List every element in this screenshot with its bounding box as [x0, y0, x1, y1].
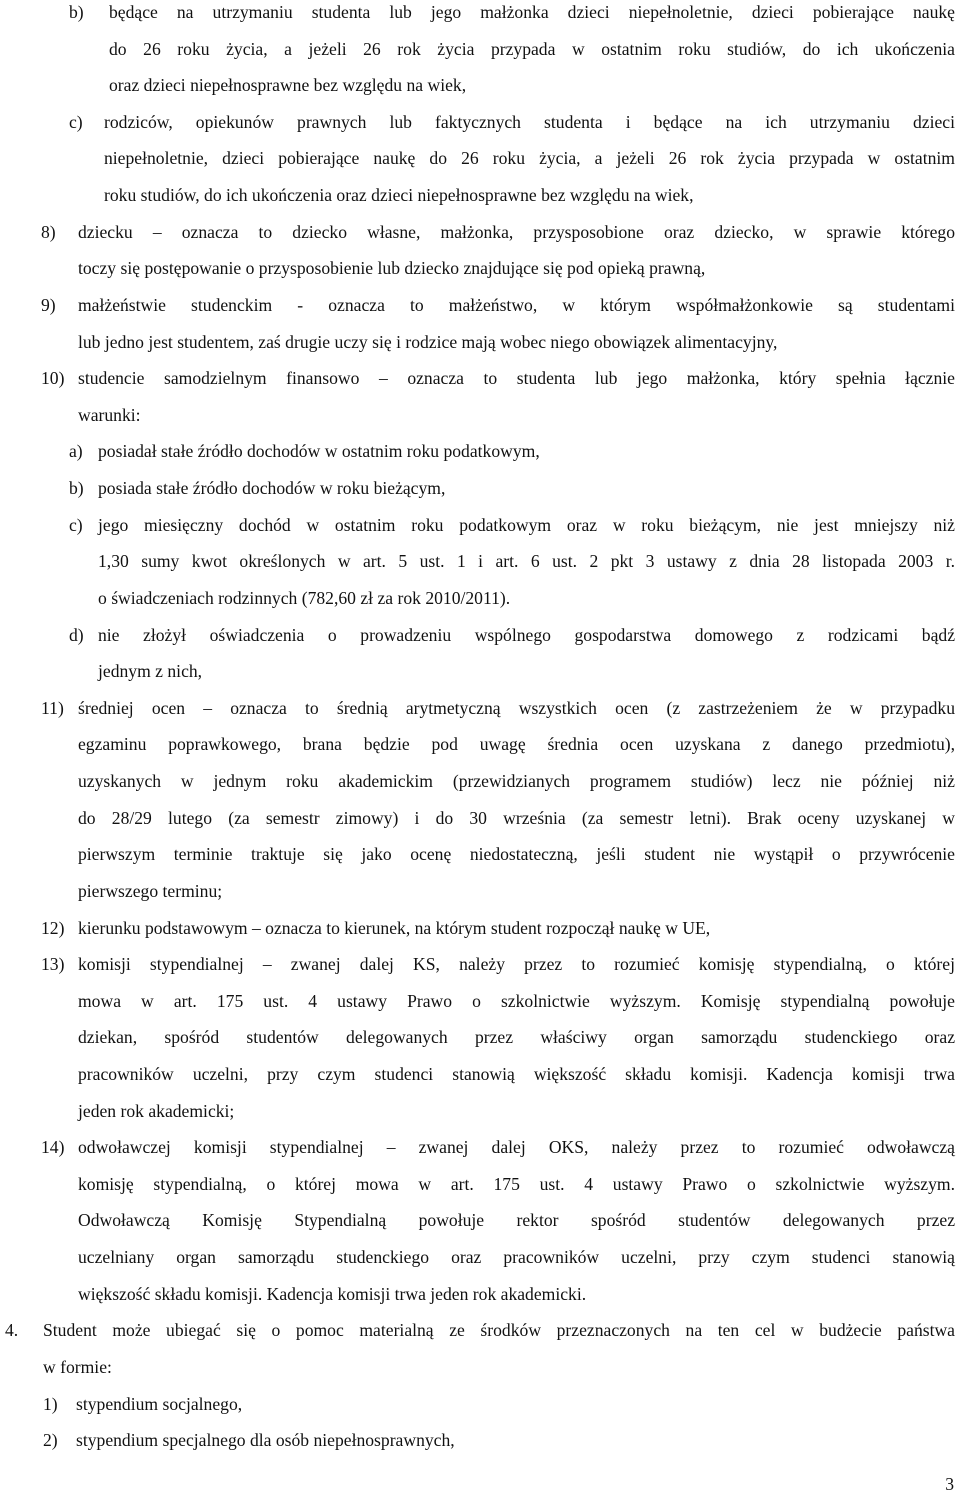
text-line: w formie:: [43, 1356, 112, 1377]
list-marker: a): [69, 441, 83, 462]
text-line: posiada stałe źródło dochodów w roku bieżącym,: [98, 478, 446, 499]
text-line: do 26 roku życia, a jeżeli 26 rok życia przypada w ostatnim roku studiów, do ich ukończenia: [109, 38, 955, 59]
list-marker: b): [69, 478, 84, 499]
list-marker: 9): [41, 294, 56, 315]
text-line: średniej ocen – oznacza to średnią arytmetyczną wszystkich ocen (z zastrzeżeniem że w przypadku: [78, 697, 955, 718]
text-line: toczy się postępowanie o przysposobienie lub dziecko znajdujące się pod opieką prawną,: [78, 258, 706, 279]
text-line: stypendium socjalnego,: [76, 1393, 243, 1414]
text-line: roku studiów, do ich ukończenia oraz dzieci niepełnosprawne bez względu na wiek,: [104, 185, 694, 206]
text-line: nie złożył oświadczenia o prowadzeniu wspólnego gospodarstwa domowego z rodzicami bądź: [98, 624, 955, 645]
text-line: dziecku – oznacza to dziecko własne, małżonka, przysposobione oraz dziecko, w sprawie którego: [78, 221, 955, 242]
text-line: jednym z nich,: [98, 661, 203, 682]
text-line: komisji stypendialnej – zwanej dalej KS, należy przez to rozumieć komisję stypendialną, o której: [78, 954, 955, 975]
text-line: oraz dzieci niepełnosprawne bez względu na wiek,: [109, 75, 467, 96]
text-line: warunki:: [78, 404, 141, 425]
list-marker: d): [69, 624, 84, 645]
text-line: pierwszym terminie traktuje się jako ocenę niedostateczną, jeśli student nie wystąpił o przywrócenie: [78, 844, 955, 865]
list-marker: 13): [41, 954, 65, 975]
list-marker: 11): [41, 697, 64, 718]
list-marker: 8): [41, 221, 56, 242]
text-line: lub jedno jest studentem, zaś drugie uczy się i rodzice mają wobec niego obowiązek alimentacyjny,: [78, 331, 778, 352]
text-line: komisję stypendialną, o której mowa w art. 175 ust. 4 ustawy Prawo o szkolnictwie wyższym.: [78, 1173, 955, 1194]
list-marker: c): [69, 111, 83, 132]
text-line: większość składu komisji. Kadencja komisji trwa jeden rok akademicki.: [78, 1283, 587, 1304]
text-line: kierunku podstawowym – oznacza to kierunek, na którym student rozpoczął naukę w UE,: [78, 917, 711, 938]
text-line: posiadał stałe źródło dochodów w ostatnim roku podatkowym,: [98, 441, 540, 462]
text-line: jeden rok akademicki;: [78, 1100, 235, 1121]
text-line: do 28/29 lutego (za semestr zimowy) i do 30 września (za semestr letni). Brak oceny uzyskanej w: [78, 807, 955, 828]
text-line: jego miesięczny dochód w ostatnim roku podatkowym oraz w roku bieżącym, nie jest mniejszy niż: [98, 514, 955, 535]
list-marker: 2): [43, 1430, 58, 1451]
text-line: odwoławczej komisji stypendialnej – zwanej dalej OKS, należy przez to rozumieć odwoławczą: [78, 1137, 955, 1158]
text-line: będące na utrzymaniu studenta lub jego małżonka dzieci niepełnoletnie, dzieci pobierające naukę: [109, 2, 955, 22]
text-line: o świadczeniach rodzinnych (782,60 zł za rok 2010/2011).: [98, 587, 511, 608]
text-line: uzyskanych w jednym roku akademickim (przewidzianych programem studiów) lecz nie później niż: [78, 771, 955, 792]
page-number: 3: [945, 1474, 954, 1494]
text-line: studencie samodzielnym finansowo – oznacza to studenta lub jego małżonka, który spełnia łącznie: [78, 368, 955, 389]
text-line: pracowników uczelni, przy czym studenci stanowią większość składu komisji. Kadencja komisji trwa: [78, 1063, 955, 1084]
text-line: mowa w art. 175 ust. 4 ustawy Prawo o szkolnictwie wyższym. Komisję stypendialną powołuje: [78, 990, 955, 1011]
text-line: rodziców, opiekunów prawnych lub faktycznych studenta i będące na ich utrzymaniu dzieci: [104, 111, 955, 132]
list-marker: 10): [41, 368, 65, 389]
text-line: egzaminu poprawkowego, brana będzie pod uwagę średnia ocen uzyskana z danego przedmiotu),: [78, 734, 955, 755]
text-line: małżeństwie studenckim - oznacza to małżeństwo, w którym współmałżonkowie są studentami: [78, 294, 955, 315]
text-line: pierwszego terminu;: [78, 880, 223, 901]
list-marker: 4.: [5, 1320, 19, 1341]
text-line: niepełnoletnie, dzieci pobierające naukę do 26 roku życia, a jeżeli 26 rok życia przypada w ostatnim: [104, 148, 955, 169]
text-line: Odwoławczą Komisję Stypendialną powołuje rektor spośród studentów delegowanych przez: [78, 1210, 955, 1231]
text-line: 1,30 sumy kwot określonych w art. 5 ust. 1 i art. 6 ust. 2 pkt 3 ustawy z dnia 28 listopada 2003 r.: [98, 551, 955, 572]
list-marker: b): [69, 2, 84, 22]
list-marker: c): [69, 514, 83, 535]
list-marker: 12): [41, 917, 65, 938]
text-line: Student może ubiegać się o pomoc materialną ze środków przeznaczonych na ten cel w budżecie państwa: [43, 1320, 955, 1341]
text-line: dziekan, spośród studentów delegowanych przez właściwy organ samorządu studenckiego oraz: [78, 1027, 955, 1048]
list-marker: 1): [43, 1393, 58, 1414]
text-line: uczelniany organ samorządu studenckiego oraz pracowników uczelni, przy czym studenci stanowią: [78, 1247, 955, 1268]
list-marker: 14): [41, 1137, 65, 1158]
text-line: stypendium specjalnego dla osób niepełnosprawnych,: [76, 1430, 455, 1451]
